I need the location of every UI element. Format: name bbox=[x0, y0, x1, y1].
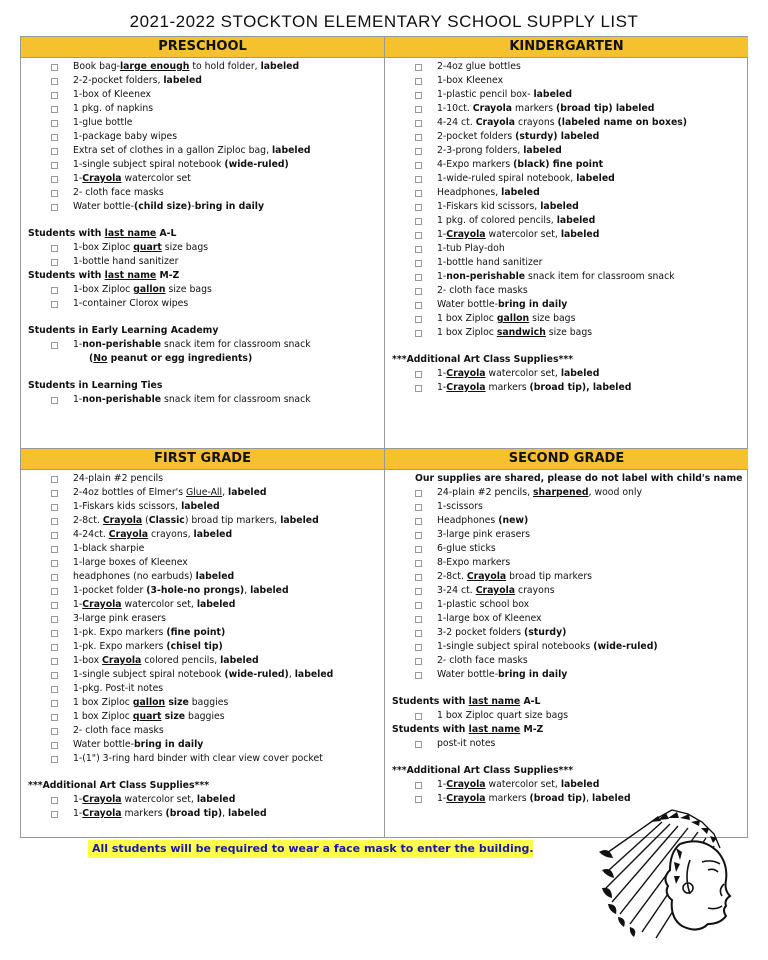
list-item bbox=[385, 158, 748, 172]
item-text: Water bottle-bring in daily bbox=[437, 669, 568, 680]
list-item bbox=[21, 598, 384, 612]
item-text: 2-4oz glue bottles bbox=[437, 61, 521, 72]
checkbox-icon[interactable] bbox=[415, 385, 422, 392]
list-item bbox=[21, 393, 384, 407]
list-item bbox=[385, 60, 748, 74]
list-item bbox=[21, 186, 384, 200]
item-text: 1 box Ziploc quart size baggies bbox=[73, 711, 225, 722]
checkbox-icon[interactable] bbox=[51, 120, 58, 127]
list-item bbox=[21, 514, 384, 528]
list-item bbox=[21, 130, 384, 144]
checkbox-icon[interactable] bbox=[415, 546, 422, 553]
checkbox-icon[interactable] bbox=[415, 504, 422, 511]
item-text: 1-box of Kleenex bbox=[73, 89, 152, 100]
item-text: 1-glue bottle bbox=[73, 117, 133, 128]
checkbox-icon[interactable] bbox=[51, 259, 58, 266]
list-item bbox=[385, 514, 748, 528]
item-text: headphones (no earbuds) labeled bbox=[73, 571, 235, 582]
checkbox-icon[interactable] bbox=[51, 658, 58, 665]
checkbox-icon[interactable] bbox=[415, 148, 422, 155]
checkbox-icon[interactable] bbox=[51, 560, 58, 567]
checkbox-icon[interactable] bbox=[51, 490, 58, 497]
list-item bbox=[385, 116, 748, 130]
list-item bbox=[385, 242, 748, 256]
list-item bbox=[21, 807, 384, 821]
preschool-section bbox=[21, 37, 384, 448]
checkbox-icon[interactable] bbox=[51, 190, 58, 197]
item-text: 1-wide-ruled spiral notebook, labeled bbox=[437, 173, 615, 184]
checkbox-icon[interactable] bbox=[415, 371, 422, 378]
checkbox-icon[interactable] bbox=[415, 588, 422, 595]
list-item bbox=[21, 570, 384, 584]
group-label: Students in Learning Ties bbox=[28, 380, 163, 391]
list-item bbox=[385, 500, 748, 514]
checkbox-icon[interactable] bbox=[415, 232, 422, 239]
item-text: 1-bottle hand sanitizer bbox=[437, 257, 543, 268]
list-item bbox=[21, 255, 384, 269]
checkbox-icon[interactable] bbox=[415, 288, 422, 295]
checkbox-icon[interactable] bbox=[415, 658, 422, 665]
list-item bbox=[21, 116, 384, 130]
list-item bbox=[385, 528, 748, 542]
checkbox-icon[interactable] bbox=[415, 204, 422, 211]
list-item bbox=[385, 612, 748, 626]
list-item bbox=[21, 338, 384, 352]
item-text: 1-non-perishable snack item for classroom snack bbox=[73, 394, 311, 405]
item-text: 2- cloth face masks bbox=[437, 655, 528, 666]
checkbox-icon[interactable] bbox=[51, 811, 58, 818]
item-text: 3-large pink erasers bbox=[73, 613, 166, 624]
checkbox-icon[interactable] bbox=[415, 741, 422, 748]
list-item bbox=[385, 381, 748, 395]
kindergarten-list bbox=[385, 58, 748, 395]
supply-grid bbox=[20, 36, 748, 838]
item-text: 1-(1") 3-ring hard binder with clear view cover pocket bbox=[73, 753, 323, 764]
checkbox-icon[interactable] bbox=[51, 245, 58, 252]
list-item bbox=[385, 598, 748, 612]
list-item bbox=[21, 158, 384, 172]
checkbox-icon[interactable] bbox=[51, 148, 58, 155]
checkbox-icon[interactable] bbox=[415, 218, 422, 225]
list-item bbox=[21, 172, 384, 186]
list-item bbox=[21, 60, 384, 74]
item-text: 1-plastic pencil box- labeled bbox=[437, 89, 573, 100]
item-text: 1-tub Play-doh bbox=[437, 243, 505, 254]
allergy-note: (No peanut or egg ingredients) bbox=[89, 353, 253, 364]
spacer bbox=[21, 366, 384, 379]
list-item bbox=[21, 472, 384, 486]
item-text: Water bottle-bring in daily bbox=[73, 739, 204, 750]
checkbox-icon[interactable] bbox=[415, 602, 422, 609]
item-text: 2- cloth face masks bbox=[73, 725, 164, 736]
list-item bbox=[385, 584, 748, 598]
list-item bbox=[21, 283, 384, 297]
item-text: 4-24 ct. Crayola crayons (labeled name on boxes) bbox=[437, 117, 688, 128]
list-item bbox=[385, 737, 748, 751]
item-text: 1 box Ziploc quart size bags bbox=[437, 710, 569, 721]
first-grade-list bbox=[21, 470, 384, 821]
list-item bbox=[21, 556, 384, 570]
group-label: Students with last name M-Z bbox=[28, 270, 180, 281]
checkbox-icon[interactable] bbox=[415, 316, 422, 323]
list-item bbox=[21, 710, 384, 724]
item-text: 1-pocket folder (3-hole-no prongs), labeled bbox=[73, 585, 289, 596]
checkbox-icon[interactable] bbox=[415, 490, 422, 497]
list-item bbox=[21, 500, 384, 514]
item-text: 1-Crayola watercolor set, labeled bbox=[437, 229, 600, 240]
list-item bbox=[21, 297, 384, 311]
checkbox-icon[interactable] bbox=[51, 742, 58, 749]
checkbox-icon[interactable] bbox=[415, 560, 422, 567]
list-item bbox=[21, 584, 384, 598]
item-text: 1 pkg. of napkins bbox=[73, 103, 154, 114]
item-text: 24-plain #2 pencils, sharpened, wood only bbox=[437, 487, 642, 498]
checkbox-icon[interactable] bbox=[415, 92, 422, 99]
list-item bbox=[385, 570, 748, 584]
item-text: 2-pocket folders (sturdy) labeled bbox=[437, 131, 600, 142]
item-text: 1-large box of Kleenex bbox=[437, 613, 542, 624]
list-item bbox=[385, 668, 748, 682]
list-item bbox=[385, 186, 748, 200]
checkbox-icon[interactable] bbox=[415, 574, 422, 581]
list-item bbox=[385, 102, 748, 116]
list-item bbox=[385, 88, 748, 102]
list-item bbox=[385, 326, 748, 340]
kindergarten-section bbox=[385, 37, 748, 448]
item-text: 1-plastic school box bbox=[437, 599, 530, 610]
item-text: 1-single subject spiral notebooks (wide-ruled) bbox=[437, 641, 658, 652]
art-supplies-label: ***Additional Art Class Supplies*** bbox=[28, 780, 210, 791]
checkbox-icon[interactable] bbox=[51, 532, 58, 539]
item-text: Headphones (new) bbox=[437, 515, 529, 526]
checkbox-icon[interactable] bbox=[415, 64, 422, 71]
checkbox-icon[interactable] bbox=[51, 342, 58, 349]
item-text: 2-8ct. Crayola (Classic) broad tip markers, labeled bbox=[73, 515, 319, 526]
checkbox-icon[interactable] bbox=[51, 797, 58, 804]
spacer bbox=[385, 751, 748, 764]
indian-chief-headdress-icon bbox=[584, 800, 754, 950]
item-text: Extra set of clothes in a gallon Ziploc bag, labeled bbox=[73, 145, 311, 156]
list-item bbox=[385, 298, 748, 312]
checkbox-icon[interactable] bbox=[51, 686, 58, 693]
checkbox-icon[interactable] bbox=[415, 106, 422, 113]
list-item bbox=[385, 640, 748, 654]
item-text: 1-box Ziploc gallon size bags bbox=[73, 284, 212, 295]
item-text: 1-container Clorox wipes bbox=[73, 298, 189, 309]
checkbox-icon[interactable] bbox=[51, 162, 58, 169]
checkbox-icon[interactable] bbox=[415, 176, 422, 183]
item-text: 1-Crayola markers (broad tip), labeled bbox=[437, 793, 631, 804]
checkbox-icon[interactable] bbox=[415, 782, 422, 789]
item-text: 4-24ct. Crayola crayons, labeled bbox=[73, 529, 233, 540]
item-text: 1 box Ziploc gallon size bags bbox=[437, 313, 576, 324]
item-text: 1-non-perishable snack item for classroom snack bbox=[73, 339, 311, 350]
checkbox-icon[interactable] bbox=[51, 588, 58, 595]
list-item bbox=[21, 241, 384, 255]
item-text: post-it notes bbox=[437, 738, 496, 749]
checkbox-icon[interactable] bbox=[51, 518, 58, 525]
spacer bbox=[21, 766, 384, 779]
item-text: 1-Fiskars kids scissors, labeled bbox=[73, 501, 220, 512]
item-text: 1-bottle hand sanitizer bbox=[73, 256, 179, 267]
spacer bbox=[21, 311, 384, 324]
item-text: 1-pk. Expo markers (chisel tip) bbox=[73, 641, 223, 652]
list-item bbox=[385, 144, 748, 158]
section-header: SECOND GRADE bbox=[385, 448, 748, 470]
list-item bbox=[21, 738, 384, 752]
checkbox-icon[interactable] bbox=[415, 713, 422, 720]
item-text: 1-Crayola markers (broad tip), labeled bbox=[73, 808, 267, 819]
group-label: Students with last name A-L bbox=[28, 228, 177, 239]
item-text: 1-10ct. Crayola markers (broad tip) labeled bbox=[437, 103, 655, 114]
checkbox-icon[interactable] bbox=[51, 700, 58, 707]
preschool-list bbox=[21, 58, 384, 407]
list-item bbox=[385, 367, 748, 381]
list-item bbox=[21, 74, 384, 88]
checkbox-icon[interactable] bbox=[51, 616, 58, 623]
first-grade-section bbox=[21, 448, 384, 837]
checkbox-icon[interactable] bbox=[51, 630, 58, 637]
item-text: 2-4oz bottles of Elmer's Glue-All, labeled bbox=[73, 487, 267, 498]
spacer bbox=[21, 214, 384, 227]
checkbox-icon[interactable] bbox=[51, 574, 58, 581]
item-text: 1-single subject spiral notebook (wide-ruled) bbox=[73, 159, 289, 170]
checkbox-icon[interactable] bbox=[415, 616, 422, 623]
checkbox-icon[interactable] bbox=[51, 504, 58, 511]
list-item bbox=[21, 612, 384, 626]
item-text: 1-Crayola markers (broad tip), labeled bbox=[437, 382, 632, 393]
checkbox-icon[interactable] bbox=[415, 644, 422, 651]
list-item bbox=[21, 200, 384, 214]
checkbox-icon[interactable] bbox=[51, 134, 58, 141]
second-grade-list bbox=[385, 470, 748, 806]
group-label: Students with last name A-L bbox=[392, 696, 541, 707]
list-item bbox=[21, 102, 384, 116]
checkbox-icon[interactable] bbox=[415, 260, 422, 267]
item-text: 1-box Crayola colored pencils, labeled bbox=[73, 655, 259, 666]
list-item bbox=[385, 709, 748, 723]
list-item bbox=[21, 682, 384, 696]
checkbox-icon[interactable] bbox=[415, 518, 422, 525]
section-header: FIRST GRADE bbox=[21, 448, 384, 470]
item-text: 1-Fiskars kid scissors, labeled bbox=[437, 201, 579, 212]
item-text: 2-3-prong folders, labeled bbox=[437, 145, 562, 156]
item-text: 1 box Ziploc sandwich size bags bbox=[437, 327, 593, 338]
checkbox-icon[interactable] bbox=[51, 672, 58, 679]
item-text: Water bottle-(child size)-bring in daily bbox=[73, 201, 265, 212]
group-label: Students with last name M-Z bbox=[392, 724, 544, 735]
item-text: 3-2 pocket folders (sturdy) bbox=[437, 627, 567, 638]
list-item bbox=[385, 130, 748, 144]
checkbox-icon[interactable] bbox=[51, 714, 58, 721]
item-text: 1-single subject spiral notebook (wide-ruled), labeled bbox=[73, 669, 334, 680]
item-text: 1-box Kleenex bbox=[437, 75, 504, 86]
page-title: 2021-2022 STOCKTON ELEMENTARY SCHOOL SUPPLY LIST bbox=[129, 12, 639, 31]
checkbox-icon[interactable] bbox=[415, 120, 422, 127]
item-text: 2- cloth face masks bbox=[73, 187, 164, 198]
item-text: 2- cloth face masks bbox=[437, 285, 528, 296]
list-item bbox=[385, 172, 748, 186]
list-item bbox=[385, 74, 748, 88]
item-text: Book bag-large enough to hold folder, labeled bbox=[73, 61, 300, 72]
item-text: 1-Crayola watercolor set, labeled bbox=[437, 368, 600, 379]
checkbox-icon[interactable] bbox=[51, 92, 58, 99]
list-item bbox=[385, 214, 748, 228]
list-item bbox=[385, 228, 748, 242]
checkbox-icon[interactable] bbox=[415, 78, 422, 85]
list-item bbox=[385, 312, 748, 326]
checkbox-icon[interactable] bbox=[415, 190, 422, 197]
list-item bbox=[21, 668, 384, 682]
list-item bbox=[21, 640, 384, 654]
checkbox-icon[interactable] bbox=[415, 162, 422, 169]
list-item bbox=[385, 626, 748, 640]
checkbox-icon[interactable] bbox=[415, 532, 422, 539]
item-text: Headphones, labeled bbox=[437, 187, 540, 198]
item-text: 24-plain #2 pencils bbox=[73, 473, 164, 484]
item-text: 1-Crayola watercolor set, labeled bbox=[73, 794, 236, 805]
face-mask-notice: All students will be required to wear a face mask to enter the building. bbox=[88, 840, 533, 858]
item-text: 3-large pink erasers bbox=[437, 529, 530, 540]
item-text: Water bottle-bring in daily bbox=[437, 299, 568, 310]
checkbox-icon[interactable] bbox=[51, 397, 58, 404]
list-item bbox=[385, 778, 748, 792]
checkbox-icon[interactable] bbox=[415, 134, 422, 141]
checkbox-icon[interactable] bbox=[51, 644, 58, 651]
checkbox-icon[interactable] bbox=[51, 176, 58, 183]
section-header: KINDERGARTEN bbox=[385, 37, 748, 58]
checkbox-icon[interactable] bbox=[51, 287, 58, 294]
list-item bbox=[21, 654, 384, 668]
checkbox-icon[interactable] bbox=[415, 796, 422, 803]
item-text: 6-glue sticks bbox=[437, 543, 496, 554]
item-text: 1-package baby wipes bbox=[73, 131, 178, 142]
group-label: Students in Early Learning Academy bbox=[28, 325, 219, 336]
checkbox-icon[interactable] bbox=[51, 756, 58, 763]
checkbox-icon[interactable] bbox=[51, 78, 58, 85]
item-text: 1-black sharpie bbox=[73, 543, 145, 554]
item-text: 1-scissors bbox=[437, 501, 483, 512]
spacer bbox=[385, 340, 748, 353]
list-item bbox=[21, 626, 384, 640]
checkbox-icon[interactable] bbox=[51, 64, 58, 71]
checkbox-icon[interactable] bbox=[415, 302, 422, 309]
checkbox-icon[interactable] bbox=[415, 330, 422, 337]
list-item bbox=[385, 284, 748, 298]
checkbox-icon[interactable] bbox=[51, 728, 58, 735]
checkbox-icon[interactable] bbox=[415, 672, 422, 679]
list-item bbox=[385, 654, 748, 668]
item-text: 1 box Ziploc gallon size baggies bbox=[73, 697, 229, 708]
list-item bbox=[385, 542, 748, 556]
item-text: 1-Crayola watercolor set, labeled bbox=[73, 599, 236, 610]
list-item bbox=[385, 486, 748, 500]
list-item bbox=[385, 556, 748, 570]
list-item bbox=[21, 793, 384, 807]
checkbox-icon[interactable] bbox=[51, 546, 58, 553]
checkbox-icon[interactable] bbox=[51, 301, 58, 308]
item-text: 1-non-perishable snack item for classroom snack bbox=[437, 271, 675, 282]
item-text: 1 pkg. of colored pencils, labeled bbox=[437, 215, 596, 226]
art-supplies-label: ***Additional Art Class Supplies*** bbox=[392, 354, 574, 365]
item-text: 2-2-pocket folders, labeled bbox=[73, 75, 202, 86]
shared-supplies-note: Our supplies are shared, please do not label with child's name bbox=[415, 473, 743, 484]
spacer bbox=[385, 682, 748, 695]
art-supplies-label: ***Additional Art Class Supplies*** bbox=[392, 765, 574, 776]
checkbox-icon[interactable] bbox=[51, 476, 58, 483]
item-text: 1-pkg. Post-it notes bbox=[73, 683, 164, 694]
second-grade-section bbox=[385, 448, 748, 837]
checkbox-icon[interactable] bbox=[415, 246, 422, 253]
list-item bbox=[21, 88, 384, 102]
list-item bbox=[21, 144, 384, 158]
list-item bbox=[385, 270, 748, 284]
list-item bbox=[21, 542, 384, 556]
list-item bbox=[385, 200, 748, 214]
item-text: 1-pk. Expo markers (fine point) bbox=[73, 627, 226, 638]
checkbox-icon[interactable] bbox=[415, 630, 422, 637]
list-item bbox=[21, 528, 384, 542]
list-item bbox=[21, 486, 384, 500]
item-text: 1-large boxes of Kleenex bbox=[73, 557, 188, 568]
item-text: 8-Expo markers bbox=[437, 557, 511, 568]
checkbox-icon[interactable] bbox=[51, 106, 58, 113]
checkbox-icon[interactable] bbox=[51, 204, 58, 211]
item-text: 3-24 ct. Crayola crayons bbox=[437, 585, 555, 596]
item-text: 2-8ct. Crayola broad tip markers bbox=[437, 571, 592, 582]
item-text: 4-Expo markers (black) fine point bbox=[437, 159, 604, 170]
list-item bbox=[21, 696, 384, 710]
section-header: PRESCHOOL bbox=[21, 37, 384, 58]
list-item bbox=[385, 256, 748, 270]
list-item bbox=[21, 724, 384, 738]
checkbox-icon[interactable] bbox=[51, 602, 58, 609]
checkbox-icon[interactable] bbox=[415, 274, 422, 281]
item-text: 1-Crayola watercolor set bbox=[73, 173, 191, 184]
list-item bbox=[21, 752, 384, 766]
item-text: 1-box Ziploc quart size bags bbox=[73, 242, 209, 253]
item-text: 1-Crayola watercolor set, labeled bbox=[437, 779, 600, 790]
